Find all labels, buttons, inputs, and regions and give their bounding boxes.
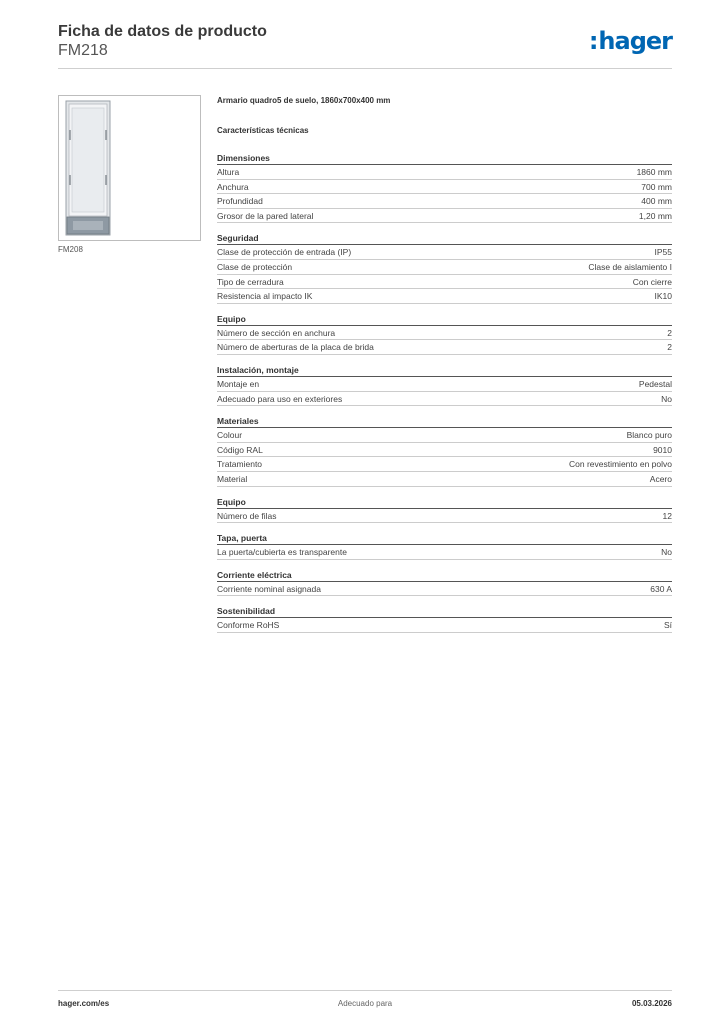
spec-content bbox=[217, 96, 672, 642]
spec-label: Resistencia al impacto IK bbox=[217, 291, 313, 302]
spec-value: 9010 bbox=[653, 444, 672, 455]
spec-label: La puerta/cubierta es transparente bbox=[217, 547, 347, 558]
spec-section-corriente bbox=[217, 569, 672, 597]
image-caption: FM208 bbox=[58, 245, 83, 254]
footer-date: 05.03.2026 bbox=[631, 999, 672, 1008]
spec-section-seguridad bbox=[217, 232, 672, 303]
spec-value: Con revestimiento en polvo bbox=[568, 459, 672, 470]
document-title: Ficha de datos de producto bbox=[58, 23, 267, 40]
spec-row bbox=[217, 443, 672, 458]
spec-value: 700 mm bbox=[641, 181, 672, 192]
spec-section-instalacion bbox=[217, 364, 672, 406]
spec-row bbox=[217, 180, 672, 195]
spec-label: Tratamiento bbox=[217, 459, 263, 470]
spec-value: No bbox=[661, 547, 672, 558]
section-title: Seguridad bbox=[217, 232, 672, 245]
spec-section-equipo-filas bbox=[217, 496, 672, 524]
spec-label: Conforme RoHS bbox=[217, 620, 280, 631]
spec-section-equipo bbox=[217, 313, 672, 355]
spec-value: 630 A bbox=[650, 583, 672, 594]
spec-label: Profundidad bbox=[217, 196, 263, 207]
spec-value: 1,20 mm bbox=[638, 210, 672, 221]
spec-label: Corriente nominal asignada bbox=[217, 583, 321, 594]
footer-website-link[interactable]: hager.com/es bbox=[58, 999, 110, 1008]
logo-colon-mark: : bbox=[588, 27, 598, 55]
spec-row bbox=[217, 377, 672, 392]
spec-label: Clase de protección de entrada (IP) bbox=[217, 247, 352, 258]
spec-row bbox=[217, 194, 672, 209]
spec-section-tapa-puerta bbox=[217, 532, 672, 560]
spec-label: Clase de protección bbox=[217, 261, 293, 272]
spec-value: Blanco puro bbox=[626, 430, 672, 441]
spec-value: 1860 mm bbox=[636, 167, 672, 177]
spec-label: Código RAL bbox=[217, 444, 263, 455]
spec-row bbox=[217, 582, 672, 597]
spec-label: Material bbox=[217, 473, 248, 484]
product-code: FM218 bbox=[58, 42, 108, 59]
spec-row bbox=[217, 165, 672, 180]
hager-logo bbox=[589, 28, 672, 54]
spec-row bbox=[217, 545, 672, 560]
spec-label: Montaje en bbox=[217, 378, 260, 389]
spec-row bbox=[217, 509, 672, 524]
section-title: Instalación, montaje bbox=[217, 364, 672, 377]
spec-label: Adecuado para uso en exteriores bbox=[217, 393, 343, 404]
section-title: Sostenibilidad bbox=[217, 605, 672, 618]
spec-label: Grosor de la pared lateral bbox=[217, 210, 314, 221]
spec-label: Altura bbox=[217, 167, 240, 177]
spec-value: 400 mm bbox=[641, 196, 672, 207]
spec-row bbox=[217, 326, 672, 341]
section-title: Materiales bbox=[217, 415, 672, 428]
spec-section-dimensiones bbox=[217, 152, 672, 223]
section-title: Dimensiones bbox=[217, 152, 672, 165]
product-description: Armario quadro5 de suelo, 1860x700x400 mm bbox=[217, 96, 391, 105]
spec-value: No bbox=[661, 393, 672, 404]
spec-value: 12 bbox=[662, 510, 672, 521]
spec-value: IP55 bbox=[654, 247, 672, 258]
product-image-frame bbox=[58, 95, 201, 241]
spec-row bbox=[217, 209, 672, 224]
spec-value: Pedestal bbox=[638, 378, 672, 389]
spec-value: IK10 bbox=[654, 291, 672, 302]
spec-value: Sí bbox=[663, 620, 672, 631]
spec-row bbox=[217, 260, 672, 275]
spec-row bbox=[217, 618, 672, 633]
spec-label: Número de filas bbox=[217, 510, 277, 521]
logo-text: hager bbox=[598, 27, 672, 55]
floor-cabinet-image bbox=[65, 100, 111, 236]
spec-row bbox=[217, 428, 672, 443]
page-header bbox=[58, 22, 672, 69]
spec-label: Tipo de cerradura bbox=[217, 276, 284, 287]
section-title: Equipo bbox=[217, 496, 672, 509]
technical-characteristics-heading: Características técnicas bbox=[217, 126, 309, 135]
spec-value: 2 bbox=[667, 327, 672, 338]
spec-label: Colour bbox=[217, 430, 243, 441]
section-title: Tapa, puerta bbox=[217, 532, 672, 545]
spec-row bbox=[217, 340, 672, 355]
spec-value: 2 bbox=[667, 342, 672, 353]
spec-row bbox=[217, 392, 672, 407]
spec-value: Con cierre bbox=[632, 276, 672, 287]
spec-label: Número de aberturas de la placa de brida bbox=[217, 342, 374, 353]
spec-section-sostenibilidad bbox=[217, 605, 672, 633]
spec-value: Acero bbox=[649, 473, 672, 484]
spec-row bbox=[217, 245, 672, 260]
spec-section-materiales bbox=[217, 415, 672, 486]
spec-label: Número de sección en anchura bbox=[217, 327, 336, 338]
spec-value: Clase de aislamiento I bbox=[588, 261, 672, 272]
spec-row bbox=[217, 457, 672, 472]
spec-row bbox=[217, 275, 672, 290]
section-title: Equipo bbox=[217, 313, 672, 326]
section-title: Corriente eléctrica bbox=[217, 569, 672, 582]
spec-row bbox=[217, 289, 672, 304]
spec-row bbox=[217, 472, 672, 487]
spec-label: Anchura bbox=[217, 181, 249, 192]
footer-center-text: Adecuado para bbox=[337, 999, 393, 1008]
page-footer bbox=[58, 990, 672, 1010]
